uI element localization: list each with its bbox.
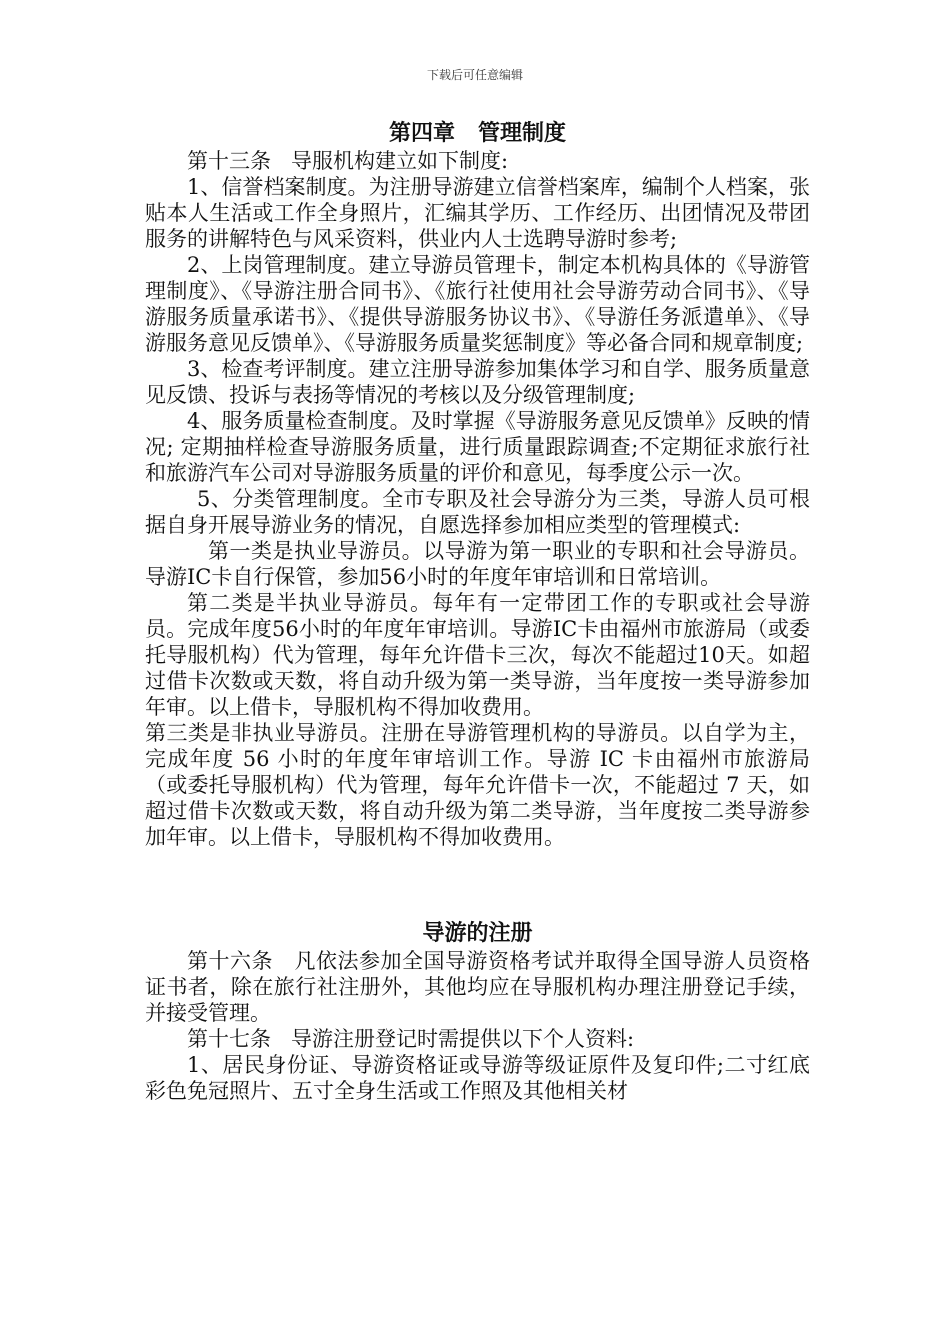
article-13-intro: 第十三条 导服机构建立如下制度: <box>187 149 509 173</box>
article-17: 第十七条 导游注册登记时需提供以下个人资料: <box>187 1027 635 1051</box>
header-note: 下载后可任意编辑 <box>426 68 523 82</box>
article-17-item-1: 1、居民身份证、导游资格证或导游等级证原件及复印件;二寸红底彩色免冠照片、五寸全身生活或工作照及其他相关材 <box>145 1053 810 1103</box>
class-one: 第一类是执业导游员。以导游为第一职业的专职和社会导游员。导游IC卡自行保管，参加56小时的年度年审培训和日常培训。 <box>145 539 810 589</box>
document-body <box>145 120 810 1104</box>
chapter-heading: 第四章 管理制度 <box>389 121 566 146</box>
item-inspection-evaluation: 3、检查考评制度。建立注册导游参加集体学习和自学、服务质量意见反馈、投诉与表扬等情况的考核以及分级管理制度; <box>145 357 810 407</box>
article-16: 第十六条 凡依法参加全国导游资格考试并取得全国导游人员资格证书者，除在旅行社注册外，其他均应在导服机构办理注册登记手续，并接受管理。 <box>145 949 810 1025</box>
class-two: 第二类是半执业导游员。每年有一定带团工作的专职或社会导游员。完成年度56小时的年度年审培训。导游IC卡由福州市旅游局（或委托导服机构）代为管理，每年允许借卡三次，每次不能超过10天。如超过借卡次数或天数，将自动升级为第一类导游，当年度按一类导游参加年审。以上借卡，导服机构不得加收费用。 <box>145 591 810 719</box>
class-three: 第三类是非执业导游员。注册在导游管理机构的导游员。以自学为主，完成年度 56 小时的年度年审培训工作。导游 IC 卡由福州市旅游局（或委托导服机构）代为管理，每年允许借卡一次，不能超过 7 天，如超过借卡次数或天数，将自动升级为第二类导游，当年度按二类导游参加年审。以上借卡，导服机构不得加收费用。 <box>145 721 810 849</box>
item-credit-file: 1、信誉档案制度。为注册导游建立信誉档案库，编制个人档案，张贴本人生活或工作全身照片，汇编其学历、工作经历、出团情况及带团服务的讲解特色与风采资料，供业内人士选聘导游时参考; <box>145 175 810 251</box>
item-classification: 5、分类管理制度。全市专职及社会导游分为三类，导游人员可根据自身开展导游业务的情况，自愿选择参加相应类型的管理模式: <box>145 487 810 537</box>
item-duty-management: 2、上岗管理制度。建立导游员管理卡，制定本机构具体的《导游管理制度》、《导游注册合同书》、《旅行社使用社会导游劳动合同书》、《导游服务质量承诺书》、《提供导游服务协议书》、《导游任务派遣单》、《导游服务意见反馈单》、《导游服务质量奖惩制度》等必备合同和规章制度; <box>145 253 810 355</box>
registration-heading: 导游的注册 <box>422 921 533 946</box>
item-quality-check: 4、服务质量检查制度。及时掌握《导游服务意见反馈单》反映的情况; 定期抽样检查导游服务质量，进行质量跟踪调查;不定期征求旅行社和旅游汽车公司对导游服务质量的评价和意见，每季度公示一次。 <box>145 409 810 485</box>
